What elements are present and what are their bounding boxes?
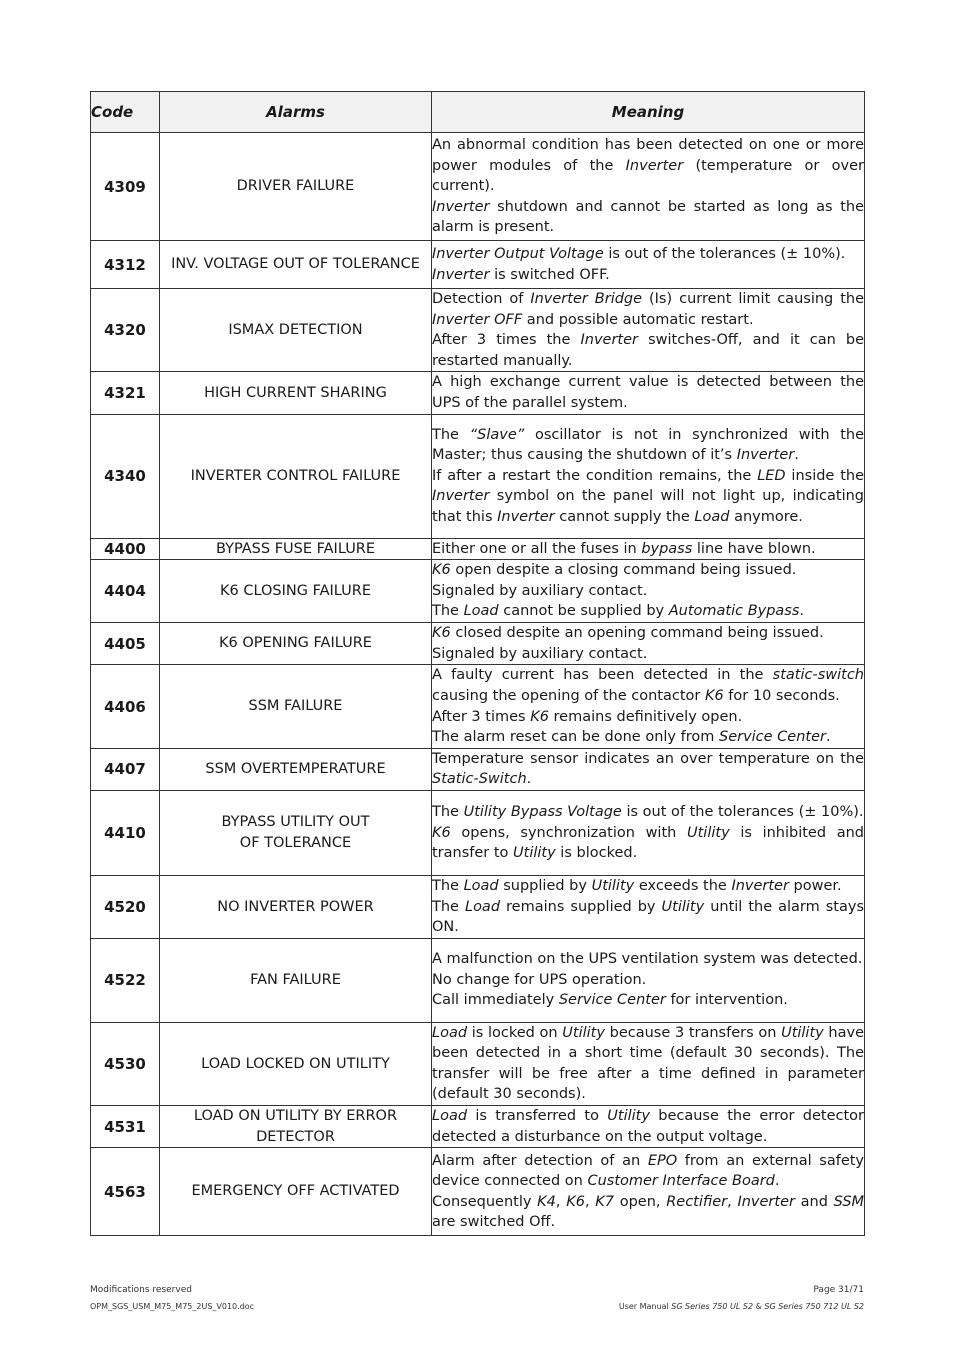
table-row bbox=[91, 372, 865, 414]
alarm-name: INVERTER CONTROL FAILURE bbox=[160, 414, 432, 538]
alarm-meaning: Either one or all the fuses in bypass line have blown. bbox=[432, 538, 865, 560]
alarm-meaning: Load is locked on Utility because 3 transfers on Utility have been detected in a short time (default 30 seconds). The transfer will be free after a time defined in parameter (default 30 seconds). bbox=[432, 1022, 865, 1105]
table-row bbox=[91, 414, 865, 538]
alarm-code: 4522 bbox=[91, 938, 160, 1022]
alarm-meaning: A faulty current has been detected in the static-switch causing the opening of the contactor K6 for 10 seconds. After 3 times K6 remains definitively open. The alarm reset can be done only from Service Center. bbox=[432, 665, 865, 748]
alarm-code: 4407 bbox=[91, 748, 160, 790]
alarm-meaning: An abnormal condition has been detected on one or more power modules of the Inverter (temperature or over current). Inverter shutdown and cannot be started as long as the alarm is present. bbox=[432, 133, 865, 241]
alarm-meaning: The Load supplied by Utility exceeds the Inverter power. The Load remains supplied by Utility until the alarm stays ON. bbox=[432, 875, 865, 938]
alarm-name: ISMAX DETECTION bbox=[160, 289, 432, 372]
table-row bbox=[91, 538, 865, 560]
table-row bbox=[91, 623, 865, 665]
table-body bbox=[91, 133, 865, 1236]
alarm-meaning: Load is transferred to Utility because the error detector detected a disturbance on the output voltage. bbox=[432, 1106, 865, 1148]
header-alarms: Alarms bbox=[160, 92, 432, 133]
alarm-name: LOAD LOCKED ON UTILITY bbox=[160, 1022, 432, 1105]
alarm-code: 4309 bbox=[91, 133, 160, 241]
alarm-name: SSM FAILURE bbox=[160, 665, 432, 748]
alarm-meaning: The Utility Bypass Voltage is out of the tolerances (± 10%). K6 opens, synchronization with Utility is inhibited and transfer to Utility is blocked. bbox=[432, 790, 865, 875]
alarms-table bbox=[90, 91, 865, 1236]
alarm-meaning: A high exchange current value is detected between the UPS of the parallel system. bbox=[432, 372, 865, 414]
table-row bbox=[91, 875, 865, 938]
alarm-name: HIGH CURRENT SHARING bbox=[160, 372, 432, 414]
alarm-code: 4321 bbox=[91, 372, 160, 414]
alarm-code: 4340 bbox=[91, 414, 160, 538]
alarm-code: 4530 bbox=[91, 1022, 160, 1105]
alarm-code: 4563 bbox=[91, 1148, 160, 1236]
alarm-code: 4400 bbox=[91, 538, 160, 560]
table-row bbox=[91, 133, 865, 241]
alarm-meaning: Inverter Output Voltage is out of the tolerances (± 10%). Inverter is switched OFF. bbox=[432, 241, 865, 289]
footer-doc-name: OPM_SGS_USM_M75_M75_2US_V010.doc bbox=[90, 1302, 255, 1311]
alarm-meaning: Temperature sensor indicates an over temperature on the Static-Switch. bbox=[432, 748, 865, 790]
alarm-code: 4410 bbox=[91, 790, 160, 875]
alarm-meaning: A malfunction on the UPS ventilation system was detected. No change for UPS operation. Call immediately Service Center for intervention. bbox=[432, 938, 865, 1022]
alarm-name: LOAD ON UTILITY BY ERROR DETECTOR bbox=[160, 1106, 432, 1148]
footer-manual-title: User Manual SG Series 750 UL S2 & SG Series 750 712 UL S2 bbox=[618, 1302, 864, 1311]
table-row bbox=[91, 241, 865, 289]
alarm-name: BYPASS FUSE FAILURE bbox=[160, 538, 432, 560]
table-row bbox=[91, 938, 865, 1022]
table-row bbox=[91, 1022, 865, 1105]
alarm-code: 4312 bbox=[91, 241, 160, 289]
alarm-meaning: K6 open despite a closing command being issued. Signaled by auxiliary contact. The Load cannot be supplied by Automatic Bypass. bbox=[432, 560, 865, 623]
alarm-name: INV. VOLTAGE OUT OF TOLERANCE bbox=[160, 241, 432, 289]
table-row bbox=[91, 1148, 865, 1236]
table-row bbox=[91, 289, 865, 372]
alarm-code: 4405 bbox=[91, 623, 160, 665]
alarm-name: BYPASS UTILITY OUT OF TOLERANCE bbox=[160, 790, 432, 875]
alarm-name: SSM OVERTEMPERATURE bbox=[160, 748, 432, 790]
table-row bbox=[91, 790, 865, 875]
alarm-meaning: The “Slave” oscillator is not in synchronized with the Master; thus causing the shutdown of it’s Inverter. If after a restart the condition remains, the LED inside the Inverter symbol on the panel will not light up, indicating that this Inverter cannot supply the Load anymore. bbox=[432, 414, 865, 538]
table-header-row bbox=[91, 92, 865, 133]
alarm-code: 4320 bbox=[91, 289, 160, 372]
alarm-name: EMERGENCY OFF ACTIVATED bbox=[160, 1148, 432, 1236]
alarm-name: K6 OPENING FAILURE bbox=[160, 623, 432, 665]
alarm-meaning: K6 closed despite an opening command being issued. Signaled by auxiliary contact. bbox=[432, 623, 865, 665]
alarm-name: K6 CLOSING FAILURE bbox=[160, 560, 432, 623]
table-row bbox=[91, 1106, 865, 1148]
footer-modifications: Modifications reserved bbox=[90, 1285, 192, 1295]
table-row bbox=[91, 560, 865, 623]
footer-page-number: Page 31/71 bbox=[813, 1285, 864, 1295]
alarm-name: DRIVER FAILURE bbox=[160, 133, 432, 241]
alarm-name: FAN FAILURE bbox=[160, 938, 432, 1022]
table-row bbox=[91, 665, 865, 748]
alarm-meaning: Detection of Inverter Bridge (Is) current limit causing the Inverter OFF and possible automatic restart. After 3 times the Inverter switches-Off, and it can be restarted manually. bbox=[432, 289, 865, 372]
alarm-code: 4531 bbox=[91, 1106, 160, 1148]
header-meaning: Meaning bbox=[432, 92, 865, 133]
alarm-code: 4404 bbox=[91, 560, 160, 623]
alarm-code: 4520 bbox=[91, 875, 160, 938]
table-row bbox=[91, 748, 865, 790]
alarm-name: NO INVERTER POWER bbox=[160, 875, 432, 938]
alarm-code: 4406 bbox=[91, 665, 160, 748]
header-code: Code bbox=[91, 92, 160, 133]
alarm-meaning: Alarm after detection of an EPO from an external safety device connected on Customer Interface Board. Consequently K4, K6, K7 open, Rectifier, Inverter and SSM are switched Off. bbox=[432, 1148, 865, 1236]
